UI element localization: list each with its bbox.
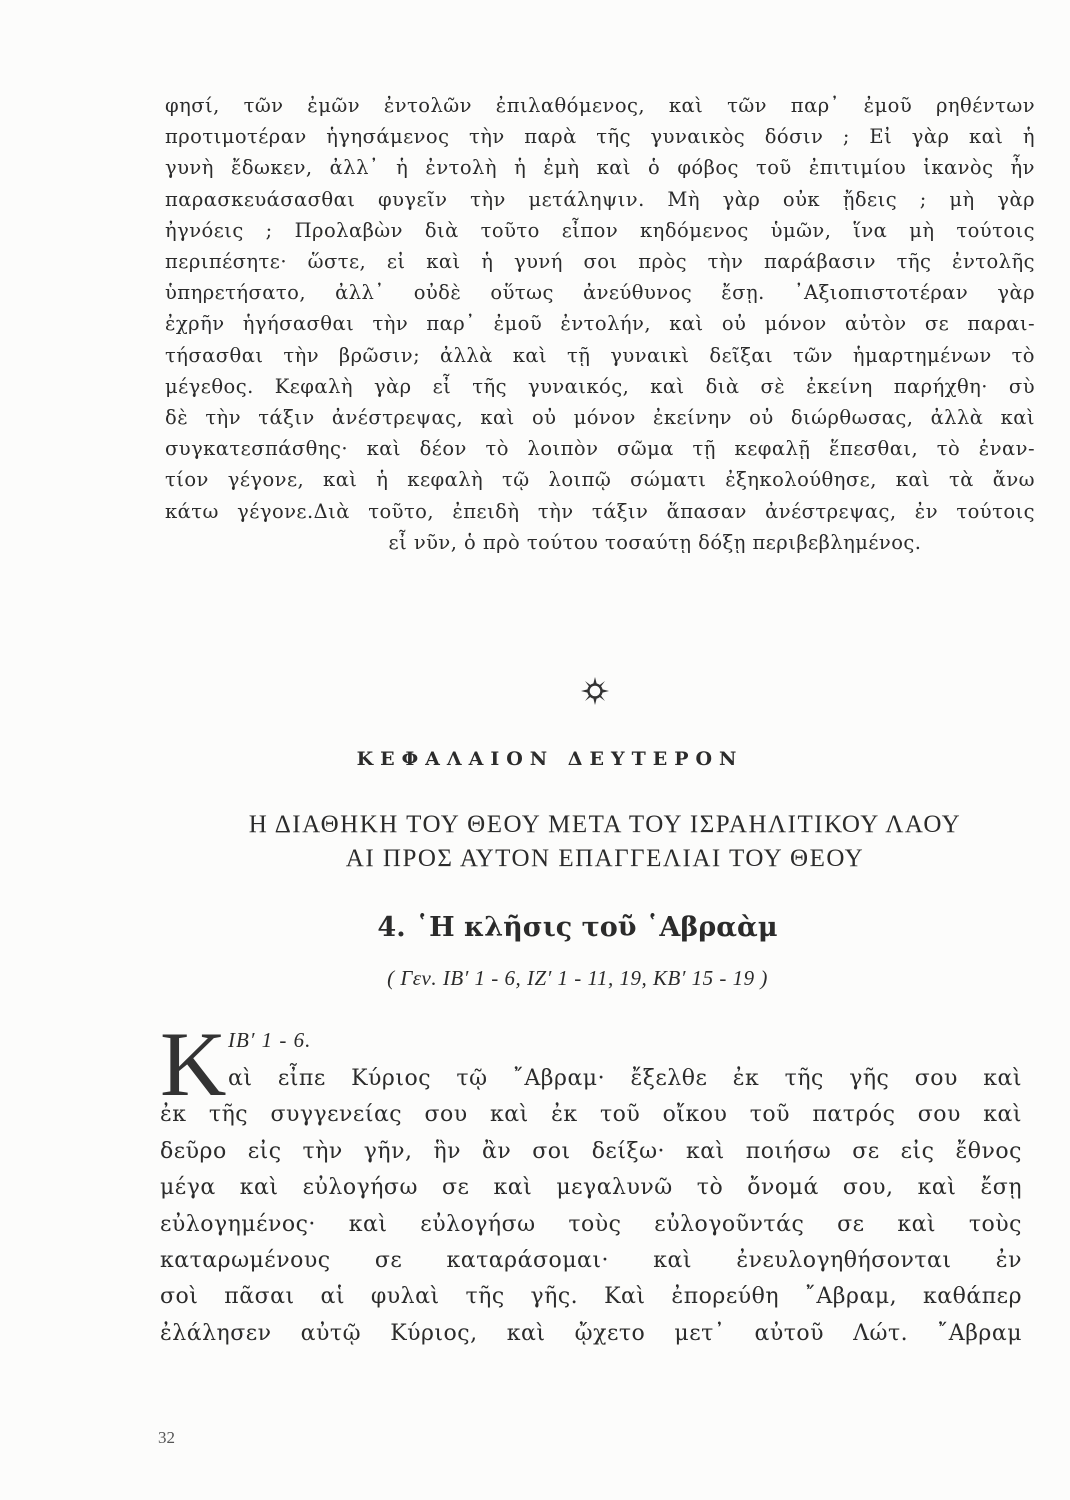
commentary-line: ἠγνόεις ; Προλαβὼν διὰ τοῦτο εἶπον κηδόμενος ὑμῶν, ἵνα μὴ τούτοις <box>165 218 1035 242</box>
commentary-line: ὑπηρετήσατο, ἀλλ᾽ οὐδὲ οὕτως ἀνεύθυνος ἔσῃ. ᾽Αξιοπιστοτέραν γὰρ <box>165 281 1035 305</box>
section-number: 4. <box>377 912 406 943</box>
star-ornament-icon <box>580 676 610 706</box>
scripture-line: αὶ εἶπε Κύριος τῷ ῎Αβραμ· ἔξελθε ἐκ τῆς γῆς σου καὶ <box>228 1066 1022 1091</box>
commentary-line: μέγεθος. Κεφαλὴ γὰρ εἶ τῆς γυναικός, καὶ διὰ σὲ ἐκείνη παρήχθη· σὺ <box>165 374 1035 398</box>
section-title: ῾Η κλῆσις τοῦ ῾Αβραὰμ <box>415 912 778 943</box>
chapter-title <box>140 808 1070 876</box>
commentary-line: ἐχρῆν ἡγήσασθαι τὴν παρ᾽ ἐμοῦ ἐντολήν, καὶ οὐ μόνον αὐτὸν σε παραι- <box>165 312 1035 336</box>
scripture-line: σοὶ πᾶσαι αἱ φυλαὶ τῆς γῆς. Καὶ ἐπορεύθη ῎Αβραμ, καθάπερ <box>160 1284 1022 1310</box>
commentary-line: τίον γέγονε, καὶ ἡ κεφαλὴ τῷ λοιπῷ σώματι ἐξηκολούθησε, καὶ τὰ ἄνω <box>165 468 1035 492</box>
drop-cap: Κ <box>160 1013 227 1115</box>
commentary-line: κάτω γέγονε.Διὰ τοῦτο, ἐπειδὴ τὴν τάξιν ἅπασαν ἀνέστρεψας, ἐν τούτοις <box>165 499 1035 523</box>
commentary-line: τήσασθαι τὴν βρῶσιν; ἀλλὰ καὶ τῇ γυναικὶ δεῖξαι τῶν ἡμαρτημένων τὸ <box>165 343 1035 367</box>
commentary-line: παρασκευάσασθαι φυγεῖν τὴν μετάληψιν. Μὴ γὰρ οὐκ ᾔδεις ; μὴ γὰρ <box>165 187 1035 211</box>
commentary-paragraph <box>165 90 1035 558</box>
scripture-line: εὐλογημένος· καὶ εὐλογήσω τοὺς εὐλογοῦντάς σε καὶ τοὺς <box>160 1211 1022 1237</box>
section-heading <box>0 912 1070 943</box>
commentary-line: προτιμοτέραν ἡγησάμενος τὴν παρὰ τῆς γυναικὸς δόσιν ; Εἰ γὰρ καὶ ἡ <box>165 125 1035 149</box>
commentary-line: φησί, τῶν ἐμῶν ἐντολῶν ἐπιλαθόμενος, καὶ τῶν παρ᾽ ἐμοῦ ρηθέντων <box>165 94 1035 117</box>
commentary-line: γυνὴ ἔδωκεν, ἀλλ᾽ ἡ ἐντολὴ ἡ ἐμὴ καὶ ὁ φόβος τοῦ ἐπιτιμίου ἱκανὸς ἦν <box>165 156 1035 180</box>
page-number: 32 <box>158 1428 175 1447</box>
chapter-label: ΚΕΦΑΛΑΙΟΝ ΔΕΥΤΕΡΟΝ <box>356 748 744 770</box>
commentary-line: δὲ τὴν τάξιν ἀνέστρεψας, καὶ οὐ μόνον ἐκείνην οὐ διώρθωσας, ἀλλὰ καὶ <box>165 406 1035 430</box>
subsection-reference: ΙΒ′ 1 - 6. <box>228 1028 312 1052</box>
scripture-line: καταρωμένους σε καταράσομαι· καὶ ἐνευλογηθήσονται ἐν <box>160 1248 1022 1274</box>
chapter-title-line: Η ΔΙΑΘΗΚΗ ΤΟΥ ΘΕΟΥ ΜΕΤΑ ΤΟΥ ΙΣΡΑΗΛΙΤΙΚΟΥ ΛΑΟΥ <box>248 811 962 838</box>
scripture-line: μέγα καὶ εὐλογήσω σε καὶ μεγαλυνῶ τὸ ὄνομά σου, καὶ ἔσῃ <box>160 1175 1022 1201</box>
scripture-line: δεῦρο εἰς τὴν γῆν, ἣν ἂν σοι δείξω· καὶ ποιήσω σε εἰς ἔθνος <box>160 1138 1022 1164</box>
commentary-line: περιπέσητε· ὥστε, εἰ καὶ ἡ γυνή σοι πρὸς τὴν παράβασιν τῆς ἐντολῆς <box>165 250 1035 274</box>
section-references: ( Γεν. ΙΒ′ 1 - 6, ΙΖ′ 1 - 11, 19, ΚΒ′ 15 - 19 ) <box>387 966 768 990</box>
scripture-line: ἐλάλησεν αὐτῷ Κύριος, καὶ ᾤχετο μετ᾽ αὐτοῦ Λώτ. ῎Αβραμ <box>160 1320 1022 1346</box>
scripture-line: ἐκ τῆς συγγενείας σου καὶ ἐκ τοῦ οἴκου τοῦ πατρός σου καὶ <box>160 1102 1022 1128</box>
commentary-line: εἶ νῦν, ὁ πρὸ τούτου τοσαύτῃ δόξῃ περιβεβλημένος. <box>388 530 922 554</box>
scripture-text <box>160 1061 1022 1352</box>
chapter-title-line: ΑΙ ΠΡΟΣ ΑΥΤΟΝ ΕΠΑΓΓΕΛΙΑΙ ΤΟΥ ΘΕΟΥ <box>345 845 865 872</box>
commentary-line: συγκατεσπάσθης· καὶ δέον τὸ λοιπὸν σῶμα τῇ κεφαλῇ ἕπεσθαι, τὸ ἐναν- <box>165 437 1035 461</box>
